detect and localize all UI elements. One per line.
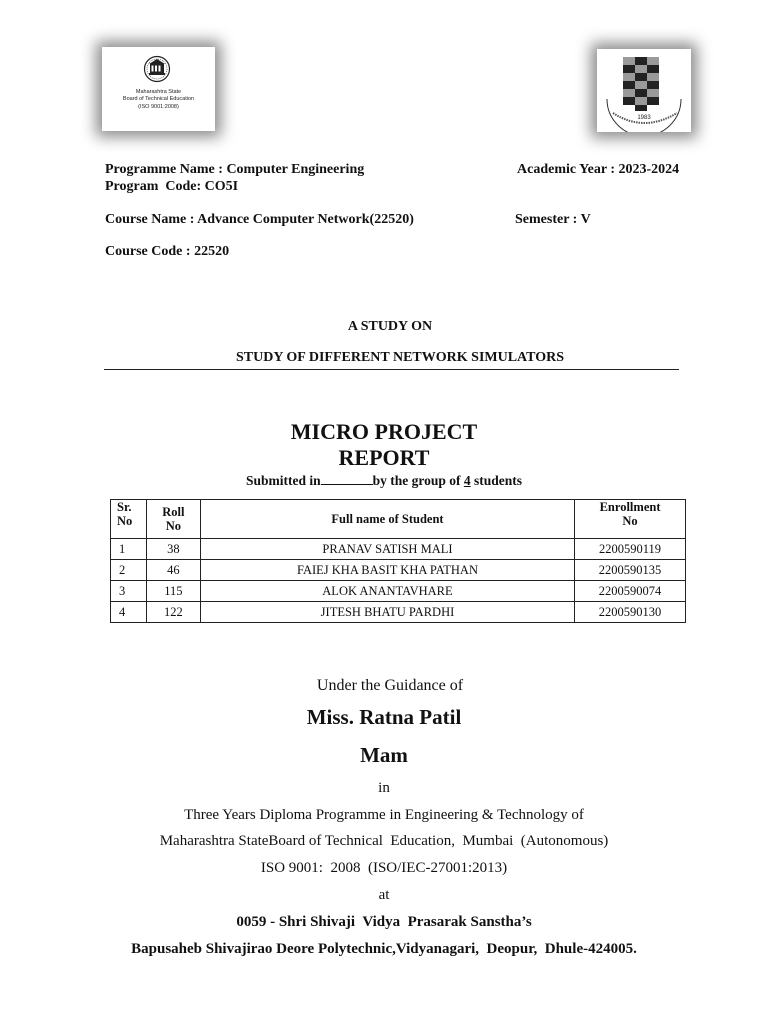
- cell-roll: 115: [146, 581, 200, 602]
- academic-year-value: 2023-2024: [618, 162, 680, 177]
- submitted-prefix: Submitted in: [245, 473, 321, 488]
- academic-year: Academic Year : 2023-2024: [517, 162, 680, 177]
- msbte-logo: [102, 47, 215, 131]
- board-line: Maharashtra StateBoard of Technical Education, Mumbai (Autonomous): [159, 833, 609, 849]
- cell-roll: 46: [146, 560, 200, 581]
- institute-line1: 0059 - Shri Shivaji Vidya Prasarak Sanstha’s: [236, 914, 532, 930]
- table-row: [111, 581, 686, 602]
- cell-roll: 122: [146, 602, 200, 623]
- msbte-logo-line3: (ISO 9001:2008): [138, 104, 179, 110]
- institute-logo-year: 1983: [637, 115, 651, 121]
- cell-enrollment: 2200590135: [575, 560, 686, 581]
- header-roll-no: Roll No: [146, 500, 200, 539]
- msbte-emblem-icon: [139, 55, 175, 85]
- blank-underline: [321, 473, 373, 485]
- programme-line: Three Years Diploma Programme in Engineering & Technology of: [184, 807, 584, 823]
- program-code-value: CO5I: [204, 179, 239, 194]
- msbte-logo-line1: Maharashtra State: [135, 89, 182, 95]
- program-code: [105, 179, 238, 195]
- submitted-mid: by the group of: [372, 473, 461, 488]
- guidance-in: in: [378, 780, 390, 796]
- cell-enrollment: 2200590130: [575, 602, 686, 623]
- cell-name: JITESH BHATU PARDHI: [200, 602, 574, 623]
- programme-name-label: Programme Name: [105, 162, 215, 177]
- course-name-label: Course Name: [105, 212, 187, 227]
- programme-name: Programme Name : Computer Engineering: [105, 162, 365, 177]
- iso-line: ISO 9001: 2008 (ISO/IEC-27001:2013): [260, 860, 508, 876]
- cell-enrollment: 2200590119: [575, 539, 686, 560]
- students-table: [110, 499, 686, 623]
- table-header-row: [111, 500, 686, 539]
- cell-roll: 38: [146, 539, 200, 560]
- title-underline: [104, 369, 679, 370]
- institute-emblem-icon: [597, 49, 691, 132]
- cell-sr: 3: [111, 581, 147, 602]
- institute-line2: Bapusaheb Shivajirao Deore Polytechnic,Vidyanagari, Deopur, Dhule-424005.: [131, 941, 637, 957]
- cell-enrollment: 2200590074: [575, 581, 686, 602]
- cell-sr: 1: [111, 539, 147, 560]
- cell-name: FAIEJ KHA BASIT KHA PATHAN: [200, 560, 574, 581]
- guidance-intro: Under the Guidance of: [316, 677, 464, 694]
- institute-logo: [597, 49, 691, 132]
- cell-name: ALOK ANANTAVHARE: [200, 581, 574, 602]
- cell-name: PRANAV SATISH MALI: [200, 539, 574, 560]
- guide-title: Mam: [360, 743, 408, 767]
- group-count: 4: [463, 473, 471, 488]
- report-title-line1: MICRO PROJECT: [290, 419, 478, 444]
- table-row: [111, 539, 686, 560]
- table-row: [111, 560, 686, 581]
- msbte-logo-line2: Board of Technical Education: [122, 96, 195, 102]
- header-enrollment-no: Enrollment No: [575, 500, 686, 539]
- programme-name-value: Computer Engineering: [226, 162, 365, 177]
- semester-value: V: [580, 212, 591, 227]
- header-sr-no: Sr. No: [111, 500, 147, 539]
- academic-year-label: Academic Year: [517, 162, 607, 177]
- semester: Semester : V: [515, 212, 591, 227]
- course-code-value: 22520: [194, 244, 230, 259]
- study-intro: A STUDY ON: [347, 319, 433, 334]
- study-title: STUDY OF DIFFERENT NETWORK SIMULATORS: [235, 350, 564, 365]
- cell-sr: 2: [111, 560, 147, 581]
- cell-sr: 4: [111, 602, 147, 623]
- course-code: Course Code : 22520: [105, 244, 230, 259]
- program-code-label: Program Code:: [105, 179, 202, 194]
- guide-name: Miss. Ratna Patil: [306, 705, 462, 729]
- report-title-line2: REPORT: [338, 445, 430, 470]
- course-code-label: Course Code: [105, 244, 183, 259]
- submitted-line: [0, 473, 768, 489]
- header-full-name: Full name of Student: [200, 500, 574, 539]
- guidance-at: at: [378, 887, 390, 903]
- course-name: Course Name : Advance Computer Network(22520): [105, 212, 414, 227]
- semester-label: Semester: [515, 212, 570, 227]
- submitted-suffix: students: [474, 473, 523, 488]
- table-row: [111, 602, 686, 623]
- course-name-value: Advance Computer Network(22520): [197, 212, 414, 227]
